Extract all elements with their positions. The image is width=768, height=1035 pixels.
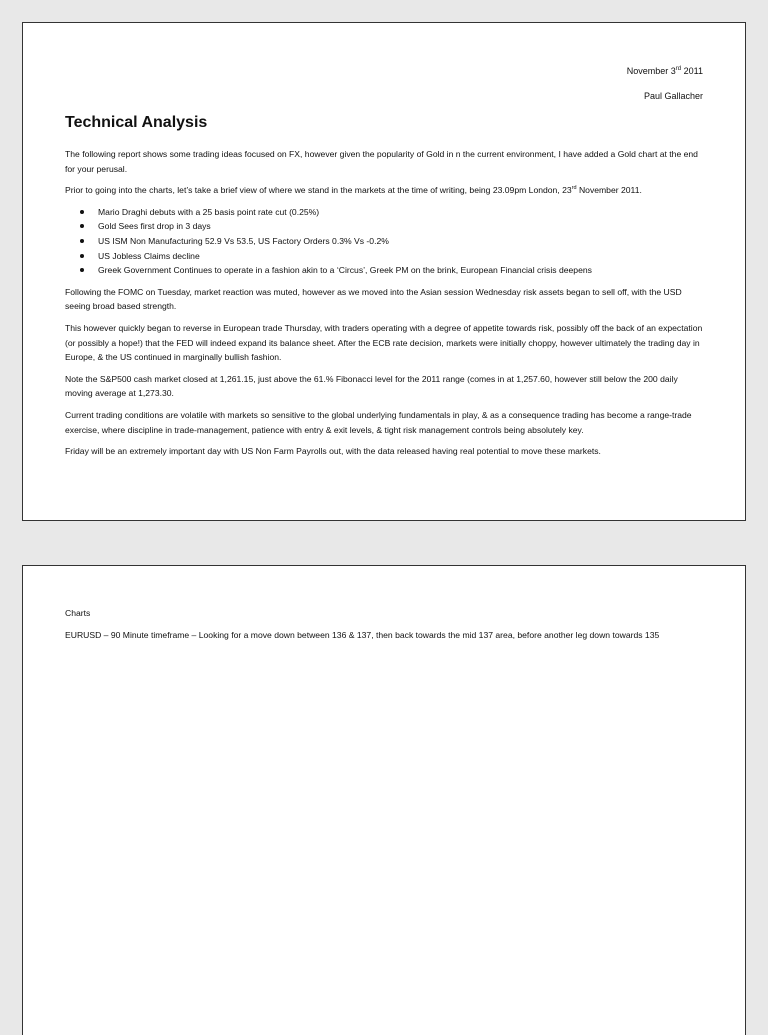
list-item [65, 234, 703, 249]
bullet-icon [80, 254, 84, 258]
prior-ordinal: rd [571, 185, 577, 192]
market-bullet-list [65, 205, 703, 278]
bullet-icon [80, 268, 84, 272]
list-item-text: Gold Sees first drop in 3 days [98, 221, 211, 232]
bullet-icon [80, 210, 84, 214]
fomc-paragraph: Following the FOMC on Tuesday, market reaction was muted, however as we moved into the Asian session Wednesday risk assets began to sell off, with the USD seeing broad based strength. [65, 286, 682, 312]
intro-paragraph: The following report shows some trading ideas focused on FX, however given the popularity of Gold in n the current environment, I have added a Gold chart at the end for your perusal. [65, 149, 698, 174]
sp500-paragraph: Note the S&P500 cash market closed at 1,261.15, just above the 61.% Fibonacci level for the 2011 range (comes in at 1,257.60, however still below the 200 daily moving average at 1,273.30. [65, 373, 678, 399]
eurusd-paragraph: EURUSD – 90 Minute timeframe – Looking for a move down between 136 & 137, then back towards the mid 137 area, before another leg down towards 135 [65, 629, 660, 640]
prior-text-end: November 2011. [576, 185, 642, 196]
list-item-text: US ISM Non Manufacturing 52.9 Vs 53.5, US Factory Orders 0.3% Vs -0.2% [98, 235, 389, 246]
page-title: Technical Analysis [65, 114, 208, 131]
date-year: 2011 [681, 66, 703, 76]
list-item-text: US Jobless Claims decline [98, 250, 200, 261]
prior-paragraph [65, 183, 703, 198]
charts-heading: Charts [65, 608, 91, 618]
reverse-paragraph: This however quickly began to reverse in European trade Thursday, with traders operating with a degree of appetite towards risk, possibly off the back of an expectation (or possibly a hope!) that the FED will indeed expand its balance sheet. After the ECB rate decision, markets were initially choppy, however ultimately the trading day in Europe, & the US continued in marginally bullish fashion. [65, 322, 703, 363]
bullet-icon [80, 239, 84, 243]
list-item-text: Mario Draghi debuts with a 25 basis point rate cut (0.25%) [98, 206, 320, 217]
list-item [65, 263, 703, 278]
document-page-2 [22, 565, 746, 1035]
page-2-content [65, 606, 703, 649]
list-item [65, 205, 703, 220]
prior-text: Prior to going into the charts, let’s take a brief view of where we stand in the markets at the time of writing, being 23.09pm London, 23 [65, 185, 572, 196]
date-ordinal: rd [675, 66, 682, 72]
report-body [65, 147, 703, 466]
list-item [65, 249, 703, 264]
friday-paragraph: Friday will be an extremely important day with US Non Farm Payrolls out, with the data released having real potential to move these markets. [65, 446, 601, 457]
document-page-1 [22, 22, 746, 521]
bullet-icon [80, 224, 84, 228]
report-date [627, 66, 703, 76]
list-item [65, 219, 703, 234]
author-name: Paul Gallacher [643, 91, 703, 101]
list-item-text: Greek Government Continues to operate in a fashion akin to a ‘Circus’, Greek PM on the brink, European Financial crisis deepens [98, 265, 592, 276]
date-text: November 3 [626, 66, 676, 76]
conditions-paragraph: Current trading conditions are volatile with markets so sensitive to the global underlying fundamentals in play, & as a consequence trading has become a range-trade exercise, where discipline in trade-management, patience with entry & exit levels, & tight risk management controls being absolutely key. [65, 409, 692, 435]
